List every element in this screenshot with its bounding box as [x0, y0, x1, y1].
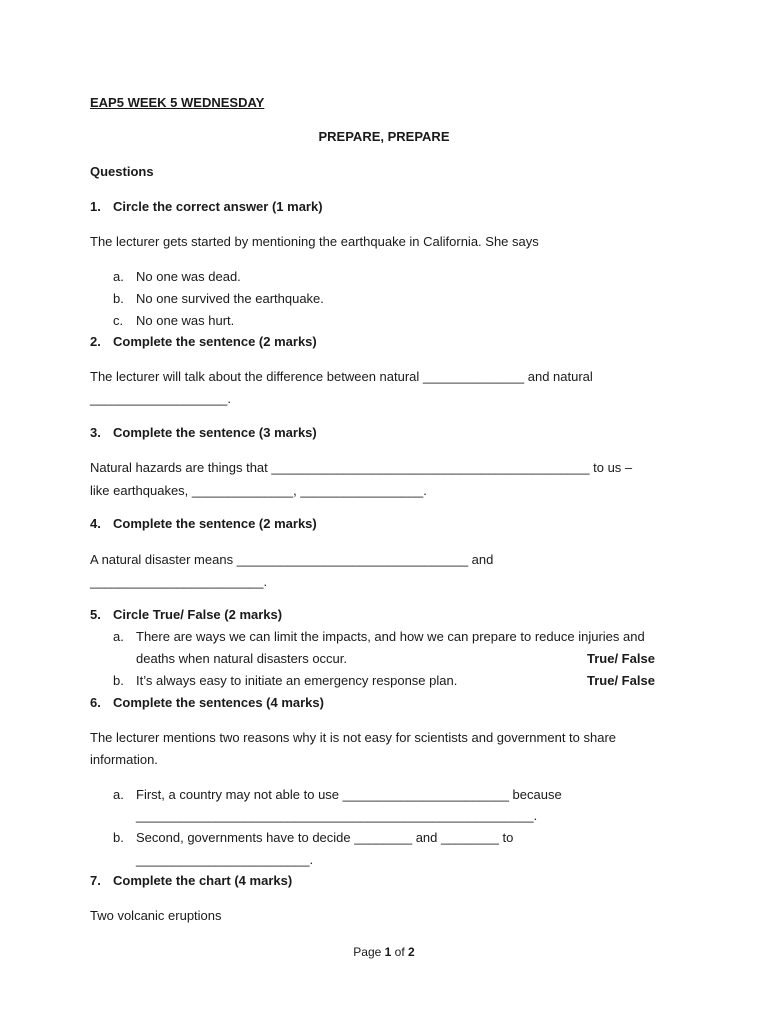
q1-number: 1.: [90, 199, 101, 214]
q5-item-b-line-1: It’s always easy to initiate an emergency response plan.: [136, 673, 458, 688]
q7-number: 7.: [90, 873, 101, 888]
q5-item-a-true-false[interactable]: True/ False: [587, 651, 655, 666]
q1-option-letter: a.: [113, 269, 124, 284]
q6-item-letter: a.: [113, 787, 124, 802]
q2-heading: Complete the sentence (2 marks): [113, 334, 317, 349]
q1-option-c: No one was hurt.: [136, 313, 235, 328]
footer-total-pages: 2: [408, 945, 415, 959]
section-heading: Questions: [90, 164, 154, 179]
q2-line-2: ___________________.: [90, 391, 231, 406]
q1-option-b: No one survived the earthquake.: [136, 291, 324, 306]
footer-current-page: 1: [384, 945, 392, 959]
q1-option-a: No one was dead.: [136, 269, 241, 284]
q6-number: 6.: [90, 695, 101, 710]
q3-line-2: like earthquakes, ______________, _________________.: [90, 483, 427, 498]
footer-of-word: of: [394, 945, 405, 959]
q2-line-1: The lecturer will talk about the difference between natural ______________ and natural: [90, 369, 593, 384]
q6-item-b-line-2: ________________________.: [136, 852, 314, 867]
q6-item-letter: b.: [113, 830, 124, 845]
q3-heading: Complete the sentence (3 marks): [113, 425, 317, 440]
q1-heading: Circle the correct answer (1 mark): [113, 199, 323, 214]
q5-item-a-line-2: deaths when natural disasters occur.: [136, 651, 348, 666]
footer-page-word: Page: [353, 945, 382, 959]
q5-item-b-true-false[interactable]: True/ False: [587, 673, 655, 688]
q4-line-2: ________________________.: [90, 574, 268, 589]
q6-item-a-line-1: First, a country may not able to use _______________________ because: [136, 787, 562, 802]
q4-number: 4.: [90, 516, 101, 531]
q4-line-1: A natural disaster means ________________________________ and: [90, 552, 494, 567]
q6-item-a-line-2: _______________________________________________________.: [136, 808, 538, 823]
q6-item-b-line-1: Second, governments have to decide ________ and ________ to: [136, 830, 514, 845]
q7-stem: Two volcanic eruptions: [90, 908, 222, 923]
q3-line-1: Natural hazards are things that ____________________________________________ to us –: [90, 460, 633, 475]
q5-heading: Circle True/ False (2 marks): [113, 607, 283, 622]
q6-heading: Complete the sentences (4 marks): [113, 695, 324, 710]
page-footer: [0, 943, 768, 961]
q5-item-letter: b.: [113, 673, 124, 688]
q6-stem-line-1: The lecturer mentions two reasons why it is not easy for scientists and government to share: [90, 730, 617, 745]
document-title: EAP5 WEEK 5 WEDNESDAY: [90, 95, 265, 110]
q7-heading: Complete the chart (4 marks): [113, 873, 293, 888]
q1-stem: The lecturer gets started by mentioning the earthquake in California. She says: [90, 234, 539, 249]
q4-heading: Complete the sentence (2 marks): [113, 516, 317, 531]
q2-number: 2.: [90, 334, 101, 349]
q3-number: 3.: [90, 425, 101, 440]
q5-item-letter: a.: [113, 629, 124, 644]
q5-item-a-line-1: There are ways we can limit the impacts, and how we can prepare to reduce injuries and: [136, 629, 645, 644]
q1-option-letter: b.: [113, 291, 124, 306]
q6-stem-line-2: information.: [90, 752, 158, 767]
document-subtitle: PREPARE, PREPARE: [318, 129, 450, 144]
q5-number: 5.: [90, 607, 101, 622]
q1-option-letter: c.: [113, 313, 124, 328]
